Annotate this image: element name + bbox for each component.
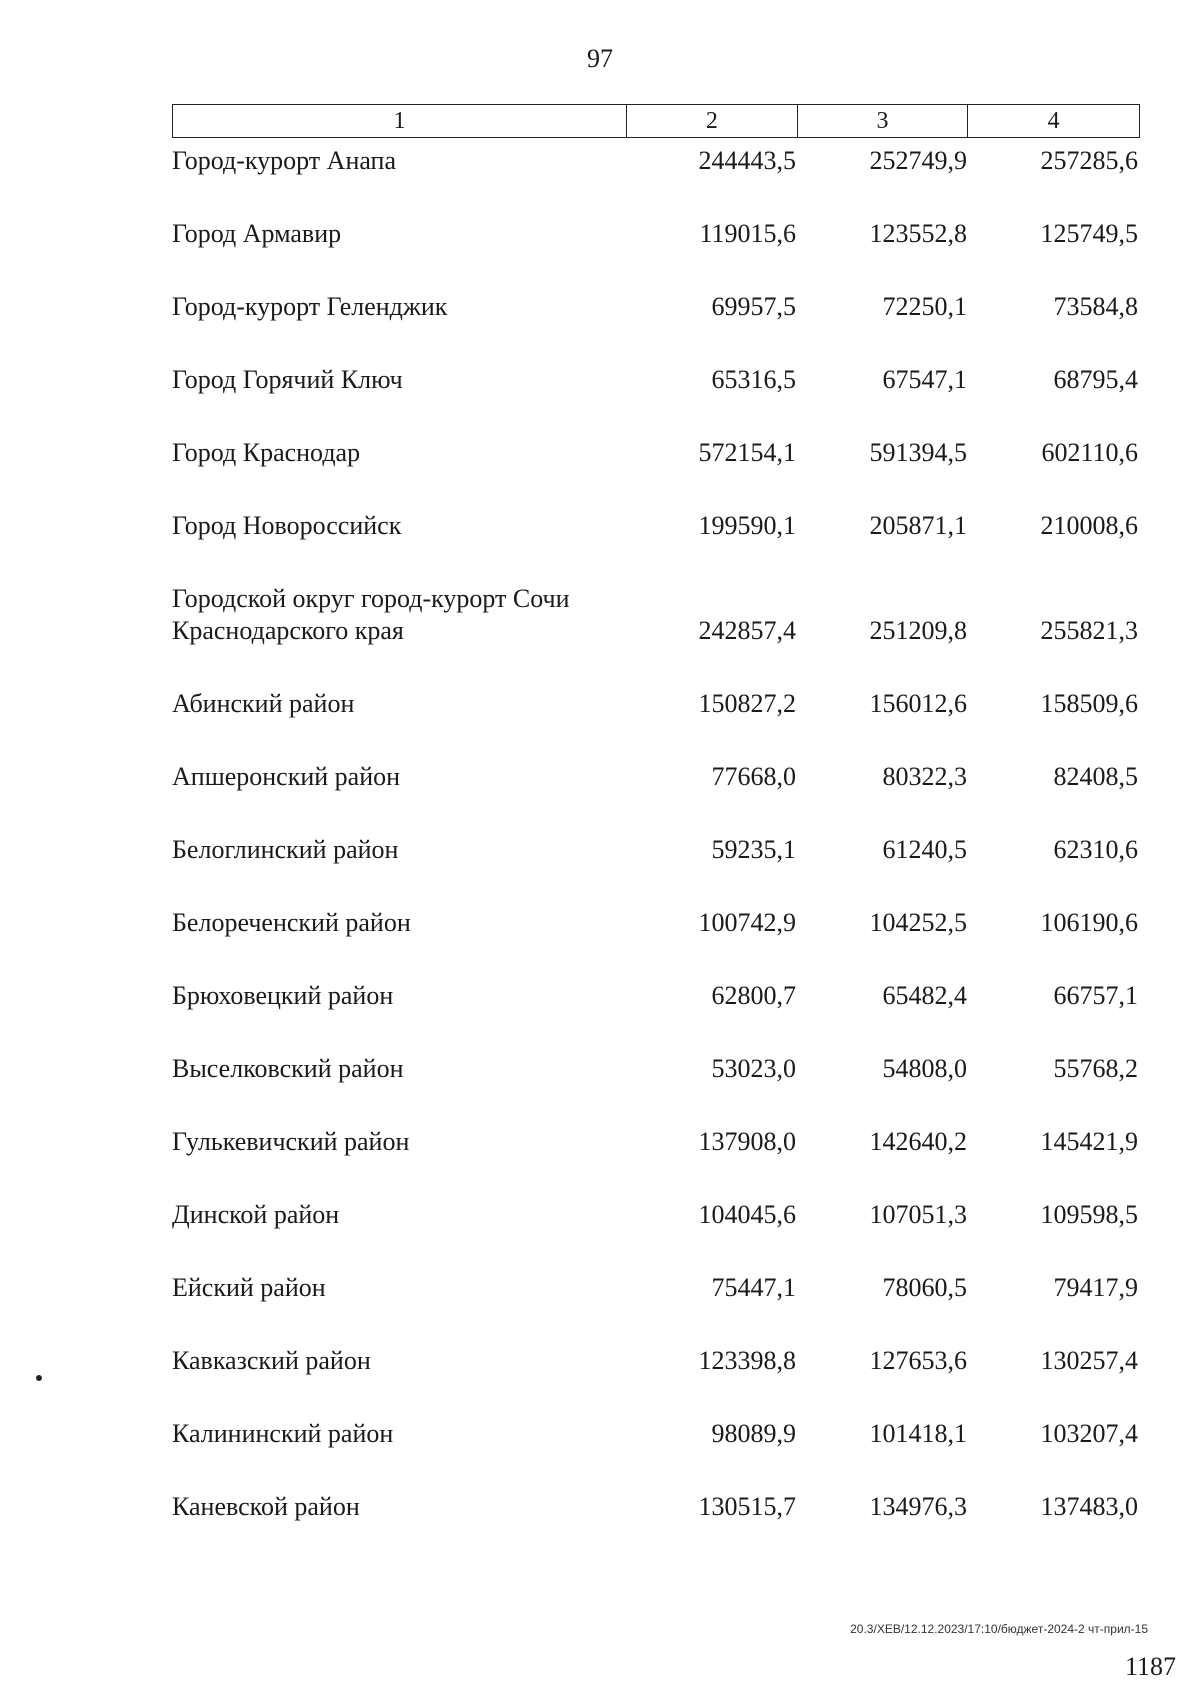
row-value-col3: 104252,5: [869, 908, 967, 937]
row-name: Апшеронский район: [172, 762, 401, 791]
row-value-col3: 67547,1: [882, 365, 967, 394]
row-value-col4: 68795,4: [1053, 365, 1138, 394]
row-name: Город-курорт Геленджик: [172, 292, 448, 321]
header-col-3: 3: [798, 105, 969, 137]
row-value-col4: 158509,6: [1040, 689, 1138, 718]
row-value-col3: 72250,1: [882, 292, 967, 321]
row-value-col2: 59235,1: [711, 835, 796, 864]
row-name: Город Горячий Ключ: [172, 365, 403, 394]
table-row: [172, 793, 1142, 866]
row-value-col4: 73584,8: [1053, 292, 1138, 321]
row-name: Город-курорт Анапа: [172, 146, 397, 175]
row-value-col3: 142640,2: [869, 1127, 967, 1156]
table-row: [172, 939, 1142, 1012]
row-value-col4: 82408,5: [1053, 762, 1138, 791]
row-value-col2: 137908,0: [698, 1127, 796, 1156]
row-value-col2: 75447,1: [711, 1273, 796, 1302]
page-number: 97: [587, 44, 613, 73]
row-value-col4: 106190,6: [1040, 908, 1138, 937]
row-value-col4: 255821,3: [1040, 616, 1138, 645]
table-row: [172, 396, 1142, 469]
table-row: [172, 647, 1142, 720]
row-value-col3: 252749,9: [869, 146, 967, 175]
row-value-col3: 127653,6: [869, 1346, 967, 1375]
table-body: [172, 145, 1142, 1523]
row-value-col2: 123398,8: [698, 1346, 796, 1375]
table-row: [172, 720, 1142, 793]
row-value-col2: 104045,6: [698, 1200, 796, 1229]
row-name: Гулькевичский район: [172, 1127, 410, 1156]
row-value-col4: 62310,6: [1053, 835, 1138, 864]
row-name: Абинский район: [172, 689, 355, 718]
row-value-col2: 77668,0: [711, 762, 796, 791]
row-value-col3: 591394,5: [869, 438, 967, 467]
row-value-col2: 244443,5: [698, 146, 796, 175]
row-value-col3: 101418,1: [869, 1419, 967, 1448]
table-row: [172, 1158, 1142, 1231]
table-row: [172, 866, 1142, 939]
row-name: Город Новороссийск: [172, 511, 402, 540]
table-row: [172, 323, 1142, 396]
table-row: [172, 1231, 1142, 1304]
row-name: Калининский район: [172, 1419, 394, 1448]
row-value-col3: 156012,6: [869, 689, 967, 718]
row-value-col3: 61240,5: [882, 835, 967, 864]
table-row: [172, 145, 1142, 177]
row-value-col3: 251209,8: [869, 616, 967, 645]
row-value-col4: 55768,2: [1053, 1054, 1138, 1083]
footer-doc-code: 20.3/ХЕВ/12.12.2023/17:10/бюджет-2024-2 чт-прил-15: [850, 1622, 1148, 1636]
row-value-col4: 125749,5: [1040, 219, 1138, 248]
scan-dot: [36, 1375, 42, 1381]
row-value-col2: 119015,6: [699, 219, 796, 248]
table-row: [172, 542, 1142, 647]
row-value-col2: 150827,2: [698, 689, 796, 718]
row-value-col2: 69957,5: [711, 292, 796, 321]
row-value-col4: 103207,4: [1040, 1419, 1138, 1448]
row-name: Кавказский район: [172, 1346, 371, 1375]
row-value-col3: 123552,8: [869, 219, 967, 248]
row-value-col3: 54808,0: [882, 1054, 967, 1083]
row-value-col4: 109598,5: [1040, 1200, 1138, 1229]
row-value-col3: 80322,3: [882, 762, 967, 791]
table-row: [172, 177, 1142, 250]
row-value-col4: 79417,9: [1053, 1273, 1138, 1302]
row-value-col4: 210008,6: [1040, 511, 1138, 540]
row-value-col3: 65482,4: [882, 981, 967, 1010]
row-value-col2: 130515,7: [698, 1492, 796, 1521]
row-name: Выселковский район: [172, 1054, 404, 1083]
row-value-col4: 145421,9: [1040, 1127, 1138, 1156]
table-row: [172, 1450, 1142, 1523]
row-value-col3: 134976,3: [869, 1492, 967, 1521]
header-col-4: 4: [1047, 107, 1060, 134]
table-row: [172, 1085, 1142, 1158]
row-value-col2: 100742,9: [698, 908, 796, 937]
row-name: Город Краснодар: [172, 438, 361, 467]
row-value-col3: 107051,3: [869, 1200, 967, 1229]
table-row: [172, 469, 1142, 542]
table-row: [172, 250, 1142, 323]
header-col-2: 2: [627, 105, 798, 137]
row-value-col2: 98089,9: [711, 1419, 796, 1448]
row-name: Динской район: [172, 1200, 340, 1229]
table-row: [172, 1304, 1142, 1377]
row-name: Город Армавир: [172, 219, 342, 248]
row-name: Белореченский район: [172, 908, 411, 937]
row-value-col4: 602110,6: [1041, 438, 1138, 467]
row-value-col3: 205871,1: [869, 511, 967, 540]
row-name: Белоглинский район: [172, 835, 399, 864]
row-value-col4: 137483,0: [1040, 1492, 1138, 1521]
header-col-1: 1: [173, 105, 627, 137]
row-value-col2: 65316,5: [711, 365, 796, 394]
row-value-col2: 62800,7: [711, 981, 796, 1010]
row-name: Городской округ город-курорт Сочи Краснодарского края: [172, 584, 570, 645]
row-value-col2: 242857,4: [698, 616, 796, 645]
row-value-col4: 130257,4: [1040, 1346, 1138, 1375]
row-value-col4: 66757,1: [1053, 981, 1138, 1010]
row-name: Брюховецкий район: [172, 981, 394, 1010]
row-value-col2: 53023,0: [711, 1054, 796, 1083]
row-value-col2: 199590,1: [698, 511, 796, 540]
table-header: [172, 104, 1140, 138]
row-value-col2: 572154,1: [698, 438, 796, 467]
table-row: [172, 1012, 1142, 1085]
row-value-col4: 257285,6: [1040, 146, 1138, 175]
row-name: Каневской район: [172, 1492, 360, 1521]
table-row: [172, 1377, 1142, 1450]
row-value-col3: 78060,5: [882, 1273, 967, 1302]
row-name: Ейский район: [172, 1273, 326, 1302]
footer-sheet-number: 1187: [1124, 1652, 1176, 1681]
